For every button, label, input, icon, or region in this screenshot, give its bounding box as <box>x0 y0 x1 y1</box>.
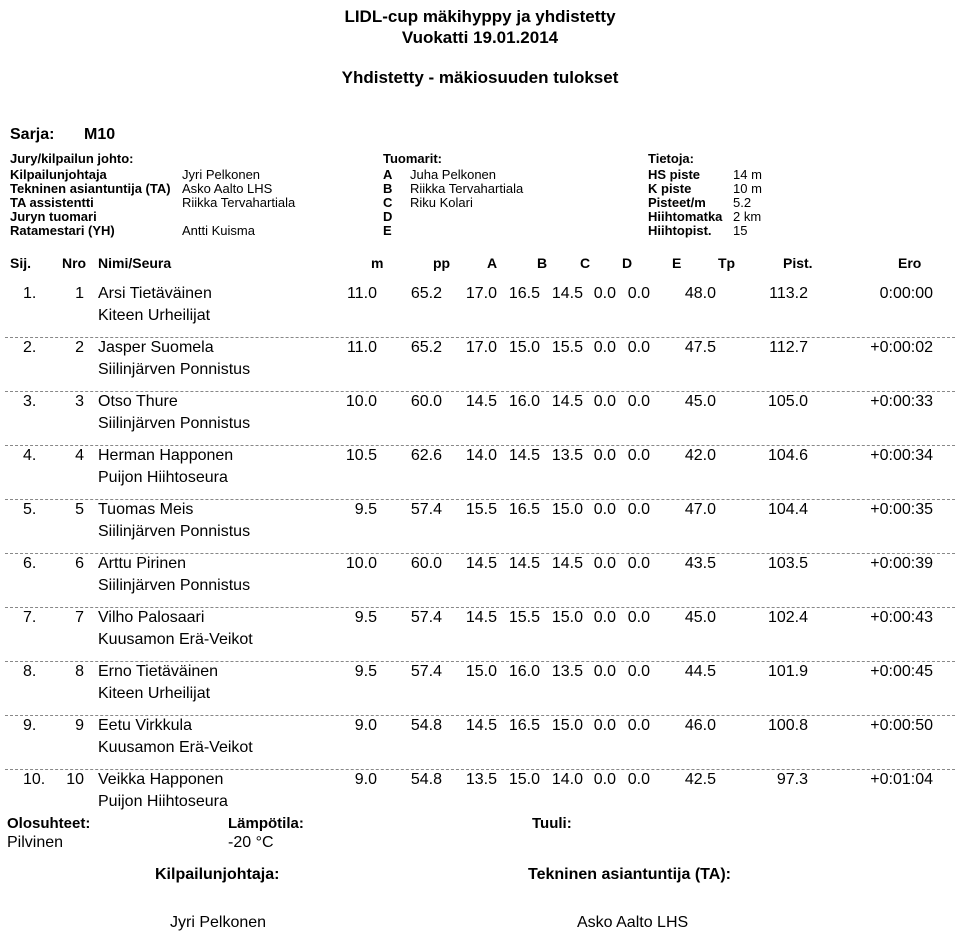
result-d: 0.0 <box>593 393 616 410</box>
document-title: LIDL-cup mäkihyppy ja yhdistetty <box>344 7 616 26</box>
result-pp: 57.4 <box>410 609 442 626</box>
athlete-club: Kiteen Urheilijat <box>98 307 211 324</box>
athlete-club: Kuusamon Erä-Veikot <box>98 739 253 756</box>
athlete-name: Tuomas Meis <box>98 501 194 518</box>
result-nro: 1 <box>75 285 84 302</box>
result-ero: +0:00:45 <box>870 663 933 680</box>
info-value: 15 <box>733 223 748 238</box>
judge-letter: B <box>383 181 393 196</box>
result-tp: 45.0 <box>684 609 716 626</box>
jury-role: Tekninen asiantuntija (TA) <box>10 181 171 196</box>
result-m: 9.5 <box>354 501 377 518</box>
result-m: 10.0 <box>345 555 377 572</box>
result-b: 16.5 <box>508 717 540 734</box>
result-c: 15.5 <box>551 339 583 356</box>
result-b: 14.5 <box>508 447 540 464</box>
result-d: 0.0 <box>593 447 616 464</box>
row-separator <box>5 769 955 770</box>
jury-role: Ratamestari (YH) <box>10 223 115 238</box>
result-a: 14.5 <box>465 717 497 734</box>
athlete-name: Veikka Happonen <box>98 771 224 788</box>
result-nro: 6 <box>75 555 84 572</box>
result-b: 16.5 <box>508 501 540 518</box>
info-value: 2 km <box>733 209 762 224</box>
result-e: 0.0 <box>627 609 650 626</box>
result-e: 0.0 <box>627 555 650 572</box>
athlete-club: Siilinjärven Ponnistus <box>98 415 251 432</box>
info-value: 5.2 <box>733 195 752 210</box>
result-row <box>0 771 960 825</box>
row-separator <box>5 553 955 554</box>
result-rank: 8. <box>23 663 37 680</box>
result-e: 0.0 <box>627 663 650 680</box>
result-m: 9.5 <box>354 609 377 626</box>
result-row <box>0 339 960 393</box>
judge-name: Riikka Tervahartiala <box>410 181 524 196</box>
result-a: 15.0 <box>465 663 497 680</box>
result-pist: 97.3 <box>776 771 808 788</box>
result-tp: 44.5 <box>684 663 716 680</box>
wind-label: Tuuli: <box>532 815 572 832</box>
result-m: 9.0 <box>354 771 377 788</box>
result-m: 9.0 <box>354 717 377 734</box>
result-a: 14.0 <box>465 447 497 464</box>
result-b: 16.0 <box>508 663 540 680</box>
result-row <box>0 447 960 501</box>
info-label: K piste <box>648 181 692 196</box>
weather-value: Pilvinen <box>7 834 64 851</box>
series-label: Sarja: <box>10 126 55 143</box>
judges-heading: Tuomarit: <box>383 151 442 166</box>
result-e: 0.0 <box>627 771 650 788</box>
result-pist: 104.4 <box>767 501 808 518</box>
judge-name: Riku Kolari <box>410 195 473 210</box>
athlete-name: Jasper Suomela <box>98 339 214 356</box>
result-pist: 104.6 <box>767 447 808 464</box>
result-pist: 100.8 <box>767 717 808 734</box>
jury-role: Kilpailunjohtaja <box>10 167 107 182</box>
col-pist-header: Pist. <box>783 255 813 271</box>
result-nro: 5 <box>75 501 84 518</box>
result-c: 14.5 <box>551 285 583 302</box>
col-m-header: m <box>371 255 384 271</box>
result-c: 14.5 <box>551 393 583 410</box>
row-separator <box>5 661 955 662</box>
result-d: 0.0 <box>593 609 616 626</box>
result-e: 0.0 <box>627 501 650 518</box>
col-rank-header: Sij. <box>10 255 32 271</box>
info-label: HS piste <box>648 167 701 182</box>
athlete-club: Siilinjärven Ponnistus <box>98 523 251 540</box>
result-row <box>0 285 960 339</box>
result-a: 14.5 <box>465 555 497 572</box>
result-d: 0.0 <box>593 717 616 734</box>
athlete-club: Puijon Hiihtoseura <box>98 469 228 486</box>
result-b: 16.0 <box>508 393 540 410</box>
result-tp: 45.0 <box>684 393 716 410</box>
athlete-club: Puijon Hiihtoseura <box>98 793 228 810</box>
info-label: Hiihtopist. <box>648 223 712 238</box>
result-m: 9.5 <box>354 663 377 680</box>
result-e: 0.0 <box>627 339 650 356</box>
signature-left-name: Jyri Pelkonen <box>170 914 267 931</box>
result-nro: 4 <box>75 447 84 464</box>
result-row <box>0 663 960 717</box>
row-separator <box>5 337 955 338</box>
result-pp: 62.6 <box>410 447 442 464</box>
athlete-club: Siilinjärven Ponnistus <box>98 577 251 594</box>
result-c: 15.0 <box>551 501 583 518</box>
col-b-header: B <box>537 255 548 271</box>
result-rank: 4. <box>23 447 37 464</box>
athlete-club: Siilinjärven Ponnistus <box>98 361 251 378</box>
result-a: 17.0 <box>465 339 497 356</box>
judge-letter: E <box>383 223 392 238</box>
result-row <box>0 393 960 447</box>
result-b: 15.5 <box>508 609 540 626</box>
result-pp: 60.0 <box>410 555 442 572</box>
result-tp: 47.5 <box>684 339 716 356</box>
result-tp: 47.0 <box>684 501 716 518</box>
jury-name: Asko Aalto LHS <box>182 181 273 196</box>
result-m: 11.0 <box>347 339 377 356</box>
result-e: 0.0 <box>627 285 650 302</box>
row-separator <box>5 499 955 500</box>
judge-name: Juha Pelkonen <box>410 167 497 182</box>
result-a: 17.0 <box>465 285 497 302</box>
result-b: 14.5 <box>508 555 540 572</box>
result-row <box>0 609 960 663</box>
result-b: 15.0 <box>508 339 540 356</box>
signature-left-label: Kilpailunjohtaja: <box>155 866 280 883</box>
info-heading: Tietoja: <box>648 151 694 166</box>
info-value: 10 m <box>733 181 762 196</box>
result-m: 10.5 <box>345 447 377 464</box>
col-tp-header: Tp <box>718 255 736 271</box>
judge-letter: C <box>383 195 393 210</box>
result-tp: 48.0 <box>684 285 716 302</box>
info-value: 14 m <box>733 167 762 182</box>
result-pp: 57.4 <box>410 663 442 680</box>
result-a: 14.5 <box>465 393 497 410</box>
result-row <box>0 717 960 771</box>
result-pist: 102.4 <box>767 609 808 626</box>
result-tp: 42.5 <box>684 771 716 788</box>
signature-right-label: Tekninen asiantuntija (TA): <box>528 866 731 883</box>
result-nro: 3 <box>75 393 84 410</box>
result-ero: +0:00:02 <box>870 339 933 356</box>
results-subtitle: Yhdistetty - mäkiosuuden tulokset <box>341 68 619 87</box>
result-b: 16.5 <box>508 285 540 302</box>
result-nro: 8 <box>75 663 84 680</box>
result-d: 0.0 <box>593 285 616 302</box>
result-a: 14.5 <box>465 609 497 626</box>
result-rank: 10. <box>23 771 46 788</box>
athlete-name: Erno Tietäväinen <box>98 663 219 680</box>
result-pist: 112.7 <box>769 339 808 356</box>
result-pist: 105.0 <box>767 393 808 410</box>
jury-heading: Jury/kilpailun johto: <box>10 151 134 166</box>
info-label: Hiihtomatka <box>648 209 723 224</box>
row-separator <box>5 445 955 446</box>
jury-name: Riikka Tervahartiala <box>182 195 296 210</box>
col-name-header: Nimi/Seura <box>98 255 172 271</box>
result-e: 0.0 <box>627 447 650 464</box>
signature-right-name: Asko Aalto LHS <box>577 914 689 931</box>
result-c: 13.5 <box>551 447 583 464</box>
col-a-header: A <box>487 255 498 271</box>
jury-role: Juryn tuomari <box>10 209 97 224</box>
result-tp: 43.5 <box>684 555 716 572</box>
result-d: 0.0 <box>593 771 616 788</box>
result-c: 14.5 <box>551 555 583 572</box>
result-a: 15.5 <box>465 501 497 518</box>
athlete-name: Otso Thure <box>98 393 178 410</box>
temperature-value: -20 °C <box>228 834 274 851</box>
result-row <box>0 555 960 609</box>
result-d: 0.0 <box>593 663 616 680</box>
result-ero: +0:00:33 <box>870 393 933 410</box>
result-ero: 0:00:00 <box>879 285 933 302</box>
athlete-club: Kuusamon Erä-Veikot <box>98 631 253 648</box>
result-ero: +0:00:34 <box>870 447 933 464</box>
result-pp: 60.0 <box>410 393 442 410</box>
result-pp: 65.2 <box>410 339 442 356</box>
result-d: 0.0 <box>593 501 616 518</box>
result-rank: 5. <box>23 501 37 518</box>
athlete-name: Arsi Tietäväinen <box>98 285 212 302</box>
result-rank: 2. <box>23 339 37 356</box>
result-c: 13.5 <box>551 663 583 680</box>
result-ero: +0:00:39 <box>870 555 933 572</box>
result-ero: +0:00:35 <box>870 501 933 518</box>
row-separator <box>5 607 955 608</box>
jury-name: Jyri Pelkonen <box>182 167 261 182</box>
result-nro: 9 <box>75 717 84 734</box>
judge-letter: A <box>383 167 393 182</box>
info-label: Pisteet/m <box>648 195 706 210</box>
result-pist: 103.5 <box>767 555 808 572</box>
result-tp: 42.0 <box>684 447 716 464</box>
result-pp: 65.2 <box>410 285 442 302</box>
result-ero: +0:00:50 <box>870 717 933 734</box>
result-tp: 46.0 <box>684 717 716 734</box>
result-d: 0.0 <box>593 339 616 356</box>
col-pp-header: pp <box>433 255 451 271</box>
result-row <box>0 501 960 555</box>
athlete-name: Eetu Virkkula <box>98 717 192 734</box>
result-ero: +0:00:43 <box>870 609 933 626</box>
result-nro: 10 <box>66 771 84 788</box>
result-b: 15.0 <box>508 771 540 788</box>
result-rank: 1. <box>23 285 37 302</box>
result-d: 0.0 <box>593 555 616 572</box>
result-pp: 54.8 <box>410 717 442 734</box>
result-pp: 57.4 <box>410 501 442 518</box>
result-rank: 9. <box>23 717 37 734</box>
event-date-location: Vuokatti 19.01.2014 <box>401 28 559 47</box>
result-rank: 3. <box>23 393 37 410</box>
result-nro: 2 <box>75 339 84 356</box>
col-nro-header: Nro <box>62 255 87 271</box>
result-e: 0.0 <box>627 717 650 734</box>
col-ero-header: Ero <box>898 255 922 271</box>
result-m: 11.0 <box>347 285 377 302</box>
row-separator <box>5 391 955 392</box>
result-pist: 101.9 <box>767 663 808 680</box>
result-nro: 7 <box>75 609 84 626</box>
col-e-header: E <box>672 255 682 271</box>
athlete-club: Kiteen Urheilijat <box>98 685 211 702</box>
athlete-name: Vilho Palosaari <box>98 609 205 626</box>
col-c-header: C <box>580 255 591 271</box>
result-pist: 113.2 <box>769 285 808 302</box>
series-value: M10 <box>84 126 116 143</box>
result-c: 15.0 <box>551 609 583 626</box>
result-rank: 7. <box>23 609 37 626</box>
judge-letter: D <box>383 209 393 224</box>
result-c: 15.0 <box>551 717 583 734</box>
jury-role: TA assistentti <box>10 195 94 210</box>
result-e: 0.0 <box>627 393 650 410</box>
weather-label: Olosuhteet: <box>7 815 91 832</box>
athlete-name: Herman Happonen <box>98 447 234 464</box>
col-d-header: D <box>622 255 633 271</box>
result-m: 10.0 <box>345 393 377 410</box>
result-pp: 54.8 <box>410 771 442 788</box>
jury-name: Antti Kuisma <box>182 223 255 238</box>
result-a: 13.5 <box>465 771 497 788</box>
row-separator <box>5 715 955 716</box>
result-ero: +0:01:04 <box>870 771 933 788</box>
athlete-name: Arttu Pirinen <box>98 555 187 572</box>
temperature-label: Lämpötila: <box>228 815 304 832</box>
result-c: 14.0 <box>551 771 583 788</box>
result-rank: 6. <box>23 555 37 572</box>
